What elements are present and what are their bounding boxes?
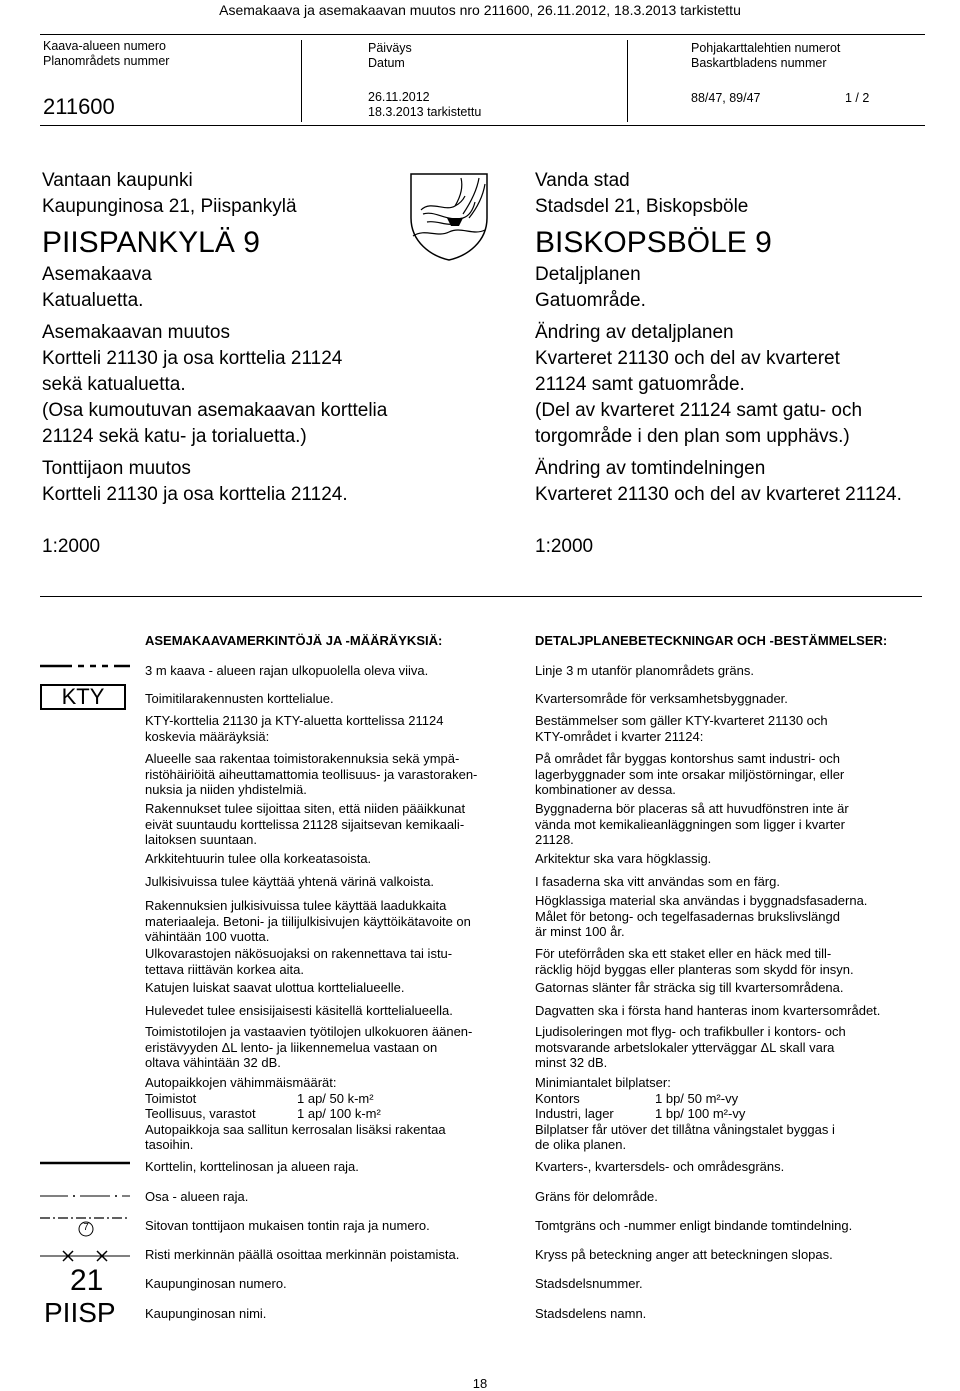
page-number: 18: [472, 1376, 488, 1391]
map-sheets-label-fi: Pohjakarttalehtien numerot: [691, 41, 841, 55]
info-divider-1: [301, 40, 302, 122]
legend-sv-r4: [535, 751, 844, 798]
legend-fi-r3: [145, 713, 443, 744]
plan-type-sv: Detaljplanen: [535, 264, 641, 285]
legend-sv-r5-line1: Byggnaderna bör placeras så att huvudfönstren inte är: [535, 801, 849, 816]
legend-sv-r13-row2: [535, 1106, 835, 1122]
amendment-line-3-sv: (Del av kvarteret 21124 samt gatu- och: [535, 400, 863, 421]
legend-sv-r8-line2: Målet för betong- och tegelfasadernas brukslivslängd: [535, 908, 840, 924]
amendment-line-2-fi: sekä katualuetta.: [42, 374, 186, 395]
legend-fi-r9-line1: Ulkovarastojen näkösuojaksi on rakennettava tai istu-: [145, 946, 453, 961]
city-sv: Vanda stad: [535, 170, 630, 191]
scale-fi: 1:2000: [42, 536, 101, 557]
section-divider: [40, 596, 922, 597]
legend-fi-r13-heading: Autopaikkojen vähimmäismäärät:: [145, 1075, 337, 1090]
legend-fi-r5: [145, 801, 465, 848]
legend-fi-r13-note1: Autopaikkoja saa sallitun kerrosalan lisäksi rakentaa: [145, 1121, 446, 1137]
legend-fi-r9: [145, 946, 452, 977]
city-fi: Vantaan kaupunki: [42, 170, 193, 191]
legend-sv-r5: [535, 801, 849, 848]
legend-fi-r12-line1: Toimistotilojen ja vastaavien työtilojen ulkokuoren äänen-: [145, 1024, 473, 1039]
district-fi: Kaupunginosa 21, Piispankylä: [42, 196, 297, 217]
legend-fi-r13-note2: tasoihin.: [145, 1137, 194, 1152]
legend-fi-r13-row1-value: 1 ap/ 50 k-m²: [297, 1090, 374, 1106]
legend-sv-r8-line3: är minst 100 år.: [535, 924, 625, 939]
legend-fi-r12-line3: oltava vähintään 32 dB.: [145, 1055, 281, 1070]
legend-fi-r8-line3: vähintään 100 vuotta.: [145, 929, 270, 944]
legend-fi-r12-line2: eristävyyden ΔL lento- ja liikennemelua vastaan on: [145, 1039, 438, 1055]
legend-sv-r13-row2-label: Industri, lager: [535, 1106, 614, 1121]
legend-sv-r15: Gräns för delområde.: [535, 1189, 658, 1204]
title-block-sv: [535, 168, 902, 508]
legend-sv-r7: I fasaderna ska vitt användas som en färg.: [535, 874, 780, 889]
subarea-boundary-symbol: [40, 1188, 130, 1208]
legend-sv-r13-note1: Bilplatser får utöver det tillåtna våningstalet byggas i: [535, 1121, 835, 1137]
legend-sv-r3-line1: Bestämmelser som gäller KTY-kvarteret 21130 och: [535, 713, 828, 728]
legend-sv-r18: Stadsdelsnummer.: [535, 1276, 643, 1291]
legend-sv-r14: Kvarters-, kvartersdels- och områdesgräns.: [535, 1159, 785, 1174]
area-number-label-sv: Planområdets nummer: [43, 54, 170, 68]
legend-fi-r8: [145, 898, 471, 945]
legend-sv-r13-note2: de olika planen.: [535, 1137, 627, 1152]
legend-fi-r13: [145, 1075, 446, 1153]
legend-sv-r4-line3: kombinationer av dessa.: [535, 782, 676, 797]
plot-division-line-sv: Kvarteret 21130 och del av kvarteret 21124.: [535, 484, 902, 505]
plan-type-fi: Asemakaava: [42, 264, 152, 285]
legend-fi-r5-line2: eivät suuntaudu korttelissa 21128 sijaitsevan kemikaali-: [145, 816, 465, 832]
map-sheets-label-sv: Baskartbladens nummer: [691, 56, 827, 70]
legend-sv-r13-row1-value: 1 bp/ 50 m²-vy: [655, 1090, 739, 1106]
legend-sv-r4-line1: På området får byggas kontorshus samt industri- och: [535, 751, 840, 766]
amendment-line-1-sv: Kvarteret 21130 och del av kvarteret: [535, 348, 840, 369]
legend-fi-r6: Arkkitehtuurin tulee olla korkeatasoista.: [145, 851, 372, 866]
legend-fi-r2: Toimitilarakennusten korttelialue.: [145, 691, 334, 706]
legend-fi-r3-line2: koskevia määräyksiä:: [145, 728, 270, 744]
amendment-line-2-sv: 21124 samt gatuområde.: [535, 374, 745, 395]
legend-fi-r12: [145, 1024, 472, 1071]
legend-sv-r12-line3: minst 32 dB.: [535, 1055, 608, 1070]
amendment-line-4-sv: torgområde i den plan som upphävs.): [535, 426, 850, 447]
legend-sv-r2: Kvartersområde för verksamhetsbyggnader.: [535, 691, 788, 706]
legend-sv-r12-line1: Ljudisoleringen mot flyg- och trafikbuller i kontors- och: [535, 1024, 846, 1039]
legend-fi-r4-line2: ristöhäiriöitä aiheuttamattomia teollisuus- ja varastoraken-: [145, 766, 478, 782]
removed-marking-symbol: [40, 1246, 130, 1266]
legend-sv-r4-line2: lagerbyggnader som inte orsakar miljöstörningar, eller: [535, 766, 845, 782]
amendment-line-4-fi: 21124 sekä katu- ja torialuetta.): [42, 426, 307, 447]
plot-division-heading-fi: Tonttijaon muutos: [42, 458, 191, 479]
plan-name-fi: PIISPANKYLÄ 9: [42, 226, 260, 259]
map-sheets-value: 88/47, 89/47: [691, 91, 761, 105]
legend-sv-r5-line2: vända mot kemikalieanläggningen som ligger i kvarter: [535, 816, 845, 832]
legend-sv-r9-line1: För uteförråden ska ett staket eller en häck med till-: [535, 946, 832, 961]
district-name-symbol: PIISP: [44, 1297, 116, 1328]
plan-area-fi: Katualuetta.: [42, 290, 144, 311]
amendment-heading-sv: Ändring av detaljplanen: [535, 322, 734, 343]
legend-fi-r13-row2: [145, 1106, 446, 1122]
legend-heading-sv: DETALJPLANEBETECKNINGAR OCH -BESTÄMMELSER:: [535, 633, 888, 648]
legend-sv-r11: Dagvatten ska i första hand hanteras inom kvartersområdet.: [535, 1003, 881, 1018]
plot-division-line-fi: Kortteli 21130 ja osa korttelia 21124.: [42, 484, 348, 505]
legend-sv-r19: Stadsdelens namn.: [535, 1306, 647, 1321]
legend-sv-r16: Tomtgräns och -nummer enligt bindande tomtindelning.: [535, 1218, 853, 1233]
legend-sv-r13-heading: Minimiantalet bilplatser:: [535, 1075, 671, 1090]
plan-area-sv: Gatuområde.: [535, 290, 646, 311]
amendment-line-3-fi: (Osa kumoutuvan asemakaavan korttelia: [42, 400, 388, 421]
boundary-3m-line-symbol: [40, 656, 130, 686]
legend-sv-r12: [535, 1024, 846, 1071]
scale-sv: 1:2000: [535, 536, 594, 557]
legend-sv-r13-row2-value: 1 bp/ 100 m²-vy: [655, 1106, 746, 1121]
legend-fi-r14: Korttelin, korttelinosan ja alueen raja.: [145, 1159, 359, 1174]
legend-sv-r1: Linje 3 m utanför planområdets gräns.: [535, 663, 754, 678]
legend-fi-r7: Julkisivuissa tulee käyttää yhtenä värinä valkoista.: [145, 874, 435, 889]
legend-fi-r4-line3: nuksia ja niiden yhdistelmiä.: [145, 782, 307, 797]
legend-fi-r16: Sitovan tonttijaon mukaisen tontin raja ja numero.: [145, 1218, 430, 1233]
legend-fi-r15: Osa - alueen raja.: [145, 1189, 249, 1204]
legend-fi-r10: Katujen luiskat saavat ulottua korttelialueelle.: [145, 980, 405, 995]
legend-fi-r13-row1: [145, 1091, 446, 1107]
legend-fi-r1: 3 m kaava - alueen rajan ulkopuolella oleva viiva.: [145, 663, 429, 678]
date-value: 26.11.2012: [368, 90, 430, 104]
legend-sv-r10: Gatornas slänter får sträcka sig till kvartersområdena.: [535, 980, 844, 995]
coat-of-arms-emblem: [407, 170, 491, 262]
legend-fi-r11: Hulevedet tulee ensisijaisesti käsitellä korttelialueella.: [145, 1003, 453, 1018]
legend-fi-r13-row1-label: Toimistot: [145, 1090, 197, 1106]
legend-sv-r9-line2: räcklig höjd byggas eller planteras som skydd för insyn.: [535, 961, 854, 977]
legend-sv-r13: [535, 1075, 835, 1153]
legend-sv-r12-line2: motsvarande arbetslokaler ytterväggar ΔL skall vara: [535, 1039, 835, 1055]
page-count: 1 / 2: [845, 91, 870, 105]
legend-sv-r8-line1: Högklassiga material ska användas i byggnadsfasaderna.: [535, 893, 868, 908]
block-boundary-symbol: [40, 1155, 130, 1175]
amendment-heading-fi: Asemakaavan muutos: [42, 322, 230, 343]
legend-fi-r4: [145, 751, 477, 798]
legend-fi-r17: Risti merkinnän päällä osoittaa merkinnän poistamista.: [145, 1247, 460, 1262]
legend-fi-r13-row2-value: 1 ap/ 100 k-m²: [297, 1106, 381, 1121]
legend-sv-r9: [535, 946, 854, 977]
legend-heading-fi: ASEMAKAAVAMERKINTÖJÄ JA -MÄÄRÄYKSIÄ:: [145, 633, 443, 648]
date-label-sv: Datum: [368, 56, 405, 70]
legend-sv-r5-line3: 21128.: [535, 832, 574, 847]
district-number-symbol: 21: [70, 1264, 104, 1297]
legend-sv-r13-row1-label: Kontors: [535, 1090, 580, 1106]
info-divider-2: [627, 40, 628, 122]
legend-fi-r4-line1: Alueelle saa rakentaa toimistorakennuksia sekä ympä-: [145, 751, 460, 766]
legend-sv-r3-line2: KTY-området i kvarter 21124:: [535, 728, 704, 744]
legend-sv-r8: [535, 893, 867, 940]
plot-division-heading-sv: Ändring av tomtindelningen: [535, 458, 766, 479]
kty-symbol: KTY: [40, 684, 126, 710]
info-bottom-rule: [40, 125, 925, 126]
area-number-label-fi: Kaava-alueen numero: [43, 39, 166, 53]
legend-fi-r19: Kaupunginosan nimi.: [145, 1306, 267, 1321]
title-block-fi: [42, 168, 387, 508]
date-label-fi: Päiväys: [368, 41, 412, 55]
legend-sv-r6: Arkitektur ska vara högklassig.: [535, 851, 712, 866]
area-number-value: 211600: [43, 94, 115, 119]
legend-fi-r18: Kaupunginosan numero.: [145, 1276, 287, 1291]
document-header: Asemakaava ja asemakaavan muutos nro 211600, 26.11.2012, 18.3.2013 tarkistettu: [219, 2, 741, 18]
date-revised: 18.3.2013 tarkistettu: [368, 105, 482, 119]
legend-fi-r8-line1: Rakennuksien julkisivuissa tulee käyttää laadukkaita: [145, 898, 447, 913]
legend-fi-r5-line3: laitoksen suuntaan.: [145, 832, 258, 847]
legend-sv-r13-row1: [535, 1091, 835, 1107]
legend-fi-r3-line1: KTY-korttelia 21130 ja KTY-aluetta korttelissa 21124: [145, 713, 444, 728]
legend-fi-r9-line2: tettava riittävän korkea aita.: [145, 961, 304, 977]
legend-fi-r5-line1: Rakennukset tulee sijoittaa siten, että niiden pääikkunat: [145, 801, 466, 816]
district-sv: Stadsdel 21, Biskopsböle: [535, 196, 749, 217]
amendment-line-1-fi: Kortteli 21130 ja osa korttelia 21124: [42, 348, 343, 369]
legend-fi-r8-line2: materiaaleja. Betoni- ja tiilijulkisivujen käyttöikätavoite on: [145, 913, 471, 929]
legend-sv-r17: Kryss på beteckning anger att beteckningen slopas.: [535, 1247, 833, 1262]
legend-fi-r13-row2-label: Teollisuus, varastot: [145, 1106, 256, 1121]
plan-name-sv: BISKOPSBÖLE 9: [535, 226, 772, 259]
plot-number-label: 7: [83, 1222, 89, 1233]
info-top-rule: [40, 34, 925, 35]
legend-sv-r3: [535, 713, 828, 744]
